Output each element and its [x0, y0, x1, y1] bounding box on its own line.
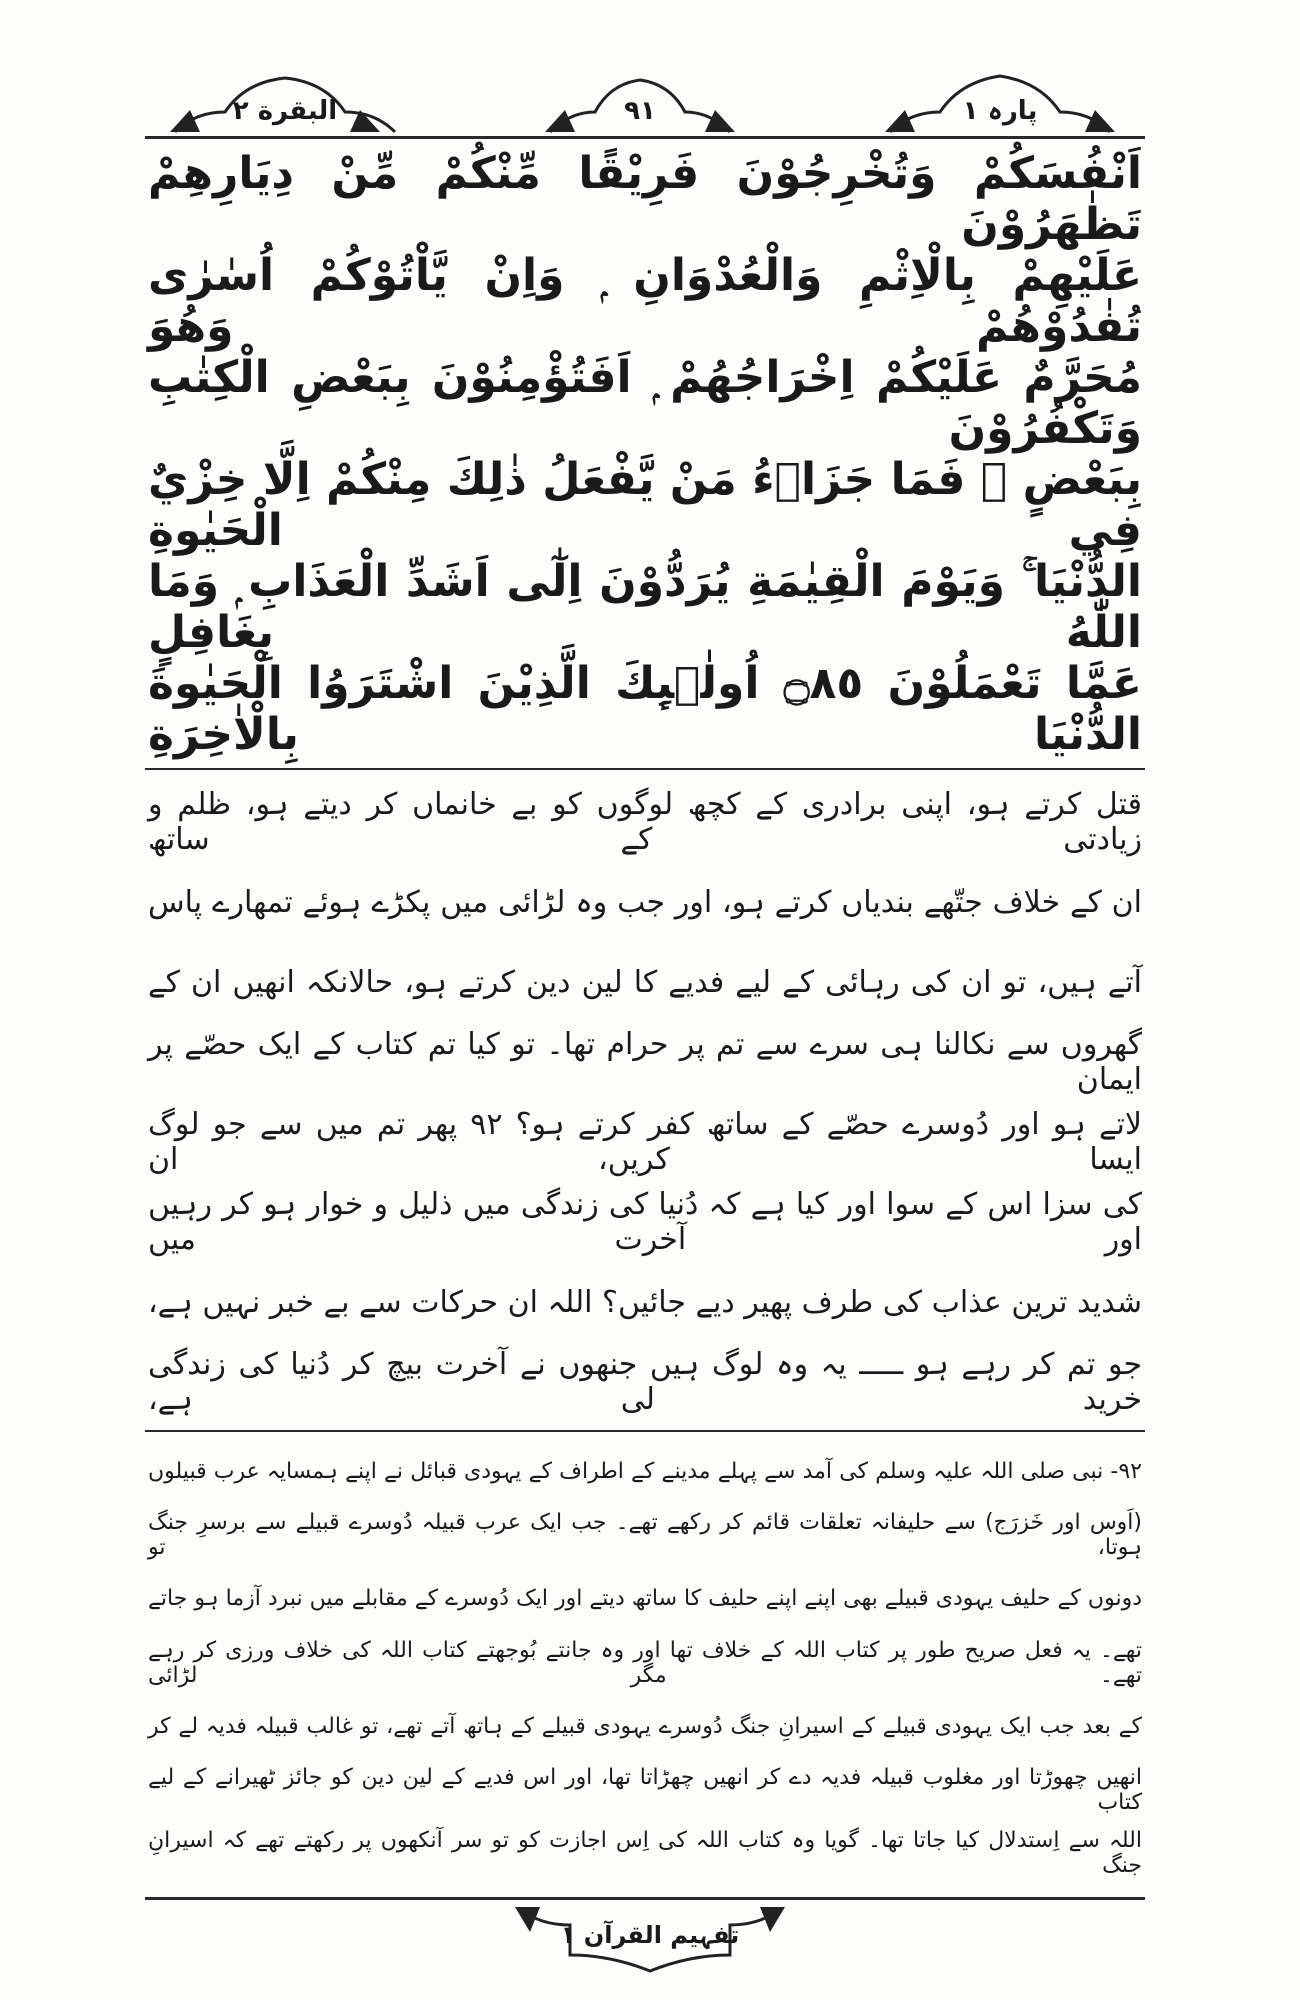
arabic-text: اَنْفُسَكُمْ وَتُخْرِجُوْنَ فَرِيْقًا مِّنْكُمْ مِّنْ دِيَارِهِمْ تَظٰهَرُوْنَ — [148, 148, 1142, 250]
header-rule — [145, 136, 1145, 139]
page-footer — [500, 1905, 800, 1975]
footnote-line — [148, 1567, 1142, 1631]
para-label: پارہ ۱ — [962, 96, 1038, 126]
arabic-line — [148, 250, 1142, 352]
translation-line — [148, 862, 1142, 942]
footnote-separator — [145, 1430, 1145, 1432]
arabic-line — [148, 658, 1142, 760]
footnote-text: انھیں چھوڑتا اور مغلوب قبیلہ فدیہ دے کر انھیں چھڑاتا تھا، اور اس فدیے کے لین دین کو جائز ٹھیرانے کے لیے کتاب — [148, 1764, 1142, 1815]
urdu-translation — [148, 782, 1142, 1422]
translation-text: گھروں سے نکالنا ہی سرے سے تم پر حرام تھا۔ تو کیا تم کتاب کے ایک حصّے پر ایمان — [148, 1027, 1142, 1097]
translation-text: جو تم کر رہے ہو ـــــ یہ وہ لوگ ہیں جنھوں نے آخرت بیچ کر دُنیا کی زندگی خرید لی ہے، — [148, 1347, 1142, 1417]
arabic-text — [148, 148, 1142, 758]
arabic-text: الدُّنْيَا ۚ وَيَوْمَ الْقِيٰمَةِ يُرَدُّوْنَ اِلٰٓى اَشَدِّ الْعَذَابِ ۭ وَمَا اللّٰهُ بِغَافِلٍ — [148, 556, 1142, 658]
translation-text: شدید ترین عذاب کی طرف پھیر دیے جائیں؟ اللہ ان حرکات سے بے خبر نہیں ہے، — [148, 1284, 1142, 1320]
arabic-text: عَلَيْهِمْ بِالْاِثْمِ وَالْعُدْوَانِ ۭ وَاِنْ يَّاْتُوْكُمْ اُسٰرٰى تُفٰدُوْهُمْ وَهُوَ — [148, 250, 1142, 352]
footnote-text: کے بعد جب ایک یہودی قبیلے کے اسیرانِ جنگ دُوسرے یہودی قبیلے کے ہاتھ آتے تھے، تو غالب قبیلہ فدیہ لے کر — [148, 1713, 1142, 1739]
translation-separator — [145, 768, 1145, 770]
surah-label: البقرة ٢ — [232, 96, 338, 126]
footnote-text: تھے۔ یہ فعل صریح طور پر کتاب اللہ کے خلاف تھا اور وہ جانتے بُوجھتے کتاب اللہ کی خلاف ورزی کر رہے تھے۔ مگر لڑائی — [148, 1637, 1142, 1688]
page-header — [145, 68, 1145, 138]
footnote-text: ٩٢- نبی صلی اللہ علیہ وسلم کی آمد سے پہلے مدینے کے اطراف کے یہودی قبائل نے اپنے ہمسایہ عرب قبیلوں — [148, 1459, 1142, 1485]
footnote-text: دونوں کے حلیف یہودی قبیلے بھی اپنے اپنے حلیف کا ساتھ دیتے اور ایک دُوسرے کے مقابلے میں نبرد آزما ہو جاتے — [148, 1586, 1142, 1612]
surah-ornament — [165, 72, 405, 134]
translation-text: قتل کرتے ہو، اپنی برادری کے کچھ لوگوں کو بے خانماں کر دیتے ہو، ظلم و زیادتی کے ساتھ — [148, 787, 1142, 857]
arabic-line — [148, 148, 1142, 250]
translation-text: آتے ہیں، تو ان کی رہائی کے لیے فدیے کا لین دین کرتے ہو، حالانکہ انھیں ان کے — [148, 964, 1142, 1000]
translation-line — [148, 782, 1142, 862]
translation-line — [148, 1102, 1142, 1182]
footnote-line — [148, 1758, 1142, 1822]
translation-line — [148, 1262, 1142, 1342]
translation-line — [148, 1342, 1142, 1422]
page-number-ornament — [540, 72, 740, 134]
translation-text: لاتے ہو اور دُوسرے حصّے کے ساتھ کفر کرتے ہو؟ ٩٢ پھر تم میں سے جو لوگ ایسا کریں، ان — [148, 1107, 1142, 1177]
page-number: ٩١ — [624, 96, 656, 126]
footer-rule — [145, 1897, 1145, 1900]
translation-text: ان کے خلاف جتّھے بندیاں کرتے ہو، اور جب وہ لڑائی میں پکڑے ہوئے تمھارے پاس — [148, 884, 1142, 920]
translation-text: کی سزا اس کے سوا اور کیا ہے کہ دُنیا کی زندگی میں ذلیل و خوار ہو کر رہیں اور آخرت میں — [148, 1187, 1142, 1257]
footnote-text: اللہ سے اِستدلال کیا جاتا تھا۔ گویا وہ کتاب اللہ کی اِس اجازت کو تو سر آنکھوں پر رکھتے تھے کہ اسیرانِ جنگ — [148, 1828, 1142, 1879]
footnote-line — [148, 1694, 1142, 1758]
para-ornament — [880, 72, 1120, 134]
translation-line — [148, 1022, 1142, 1102]
book-title: تفہیم القرآن ۱ — [560, 1921, 740, 1949]
translation-line — [148, 1182, 1142, 1262]
footnote-line — [148, 1504, 1142, 1568]
arabic-text: مُحَرَّمٌ عَلَيْكُمْ اِخْرَاجُهُمْ ۭ اَفَتُؤْمِنُوْنَ بِبَعْضِ الْكِتٰبِ وَتَكْفُرُوْنَ — [148, 352, 1142, 454]
arabic-text: عَمَّا تَعْمَلُوْنَ ۝٨٥ اُولٰۗىِٕكَ الَّذِيْنَ اشْتَرَوُا الْحَيٰوةَ الدُّنْيَا بِالْاٰخِرَةِ — [148, 658, 1142, 760]
arabic-line — [148, 556, 1142, 658]
footnote-line — [148, 1821, 1142, 1885]
footnote-line — [148, 1440, 1142, 1504]
footnotes — [148, 1440, 1142, 1885]
arabic-line — [148, 352, 1142, 454]
arabic-line — [148, 454, 1142, 556]
footnote-line — [148, 1631, 1142, 1695]
arabic-text: بِبَعْضٍ ۚ فَمَا جَزَاۗءُ مَنْ يَّفْعَلُ ذٰلِكَ مِنْكُمْ اِلَّا خِزْيٌ فِي الْحَيٰوةِ — [148, 454, 1142, 556]
translation-line — [148, 942, 1142, 1022]
footnote-text: (اَوس اور خَزرَج) سے حلیفانہ تعلقات قائم کر رکھے تھے۔ جب ایک عرب قبیلہ دُوسرے قبیلے سے برسرِ جنگ ہوتا، تو — [148, 1510, 1142, 1561]
